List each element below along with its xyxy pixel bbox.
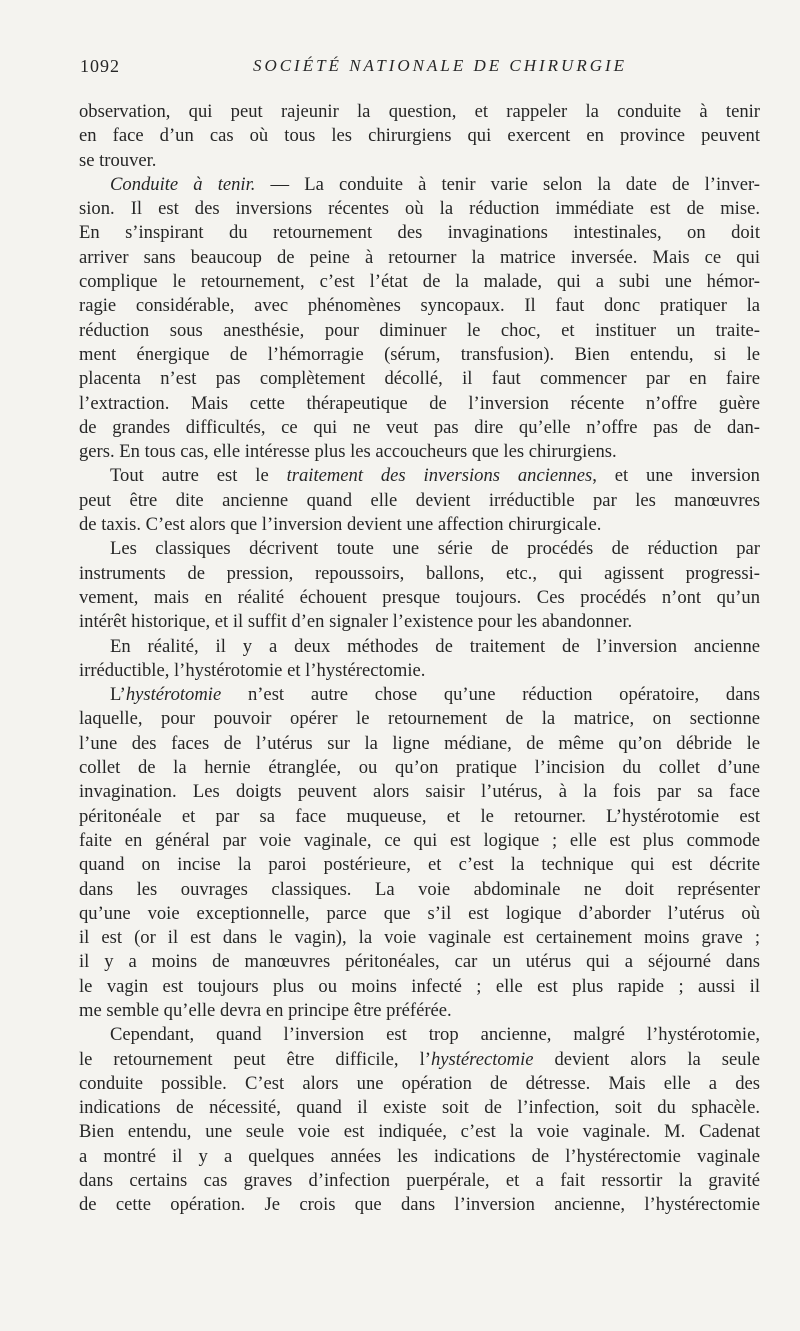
text-line: [79, 221, 760, 245]
text-segment: En réalité, il y a deux méthodes de traitement de l’inversion ancienne: [110, 635, 760, 657]
text-line: [79, 173, 760, 197]
text-line: [79, 756, 760, 780]
text-line: [79, 1120, 760, 1144]
text-line: [79, 1169, 760, 1193]
text-segment: me semble qu’elle devra en principe être préférée.: [79, 999, 452, 1021]
text-line: [79, 635, 760, 659]
text-segment: ragie considérable, avec phénomènes syncopaux. Il faut donc pratiquer la: [79, 295, 760, 317]
text-segment: il est (or il est dans le vagin), la voie vaginale est certainement moins grave ;: [79, 927, 760, 949]
text-segment: en face d’un cas où tous les chirurgiens qui exercent en province peuvent: [79, 125, 760, 147]
text-line: [79, 950, 760, 974]
text-segment: quand on incise la paroi postérieure, et c’est la technique qui est décrite: [79, 854, 760, 876]
text-segment: de taxis. C’est alors que l’inversion devient une affection chirurgicale.: [79, 514, 602, 536]
text-line: [79, 367, 760, 391]
text-segment: devient alors la seule: [533, 1048, 760, 1070]
text-line: [79, 270, 760, 294]
text-segment: invagination. Les doigts peuvent alors saisir l’utérus, à la fois par sa face: [79, 781, 760, 803]
text-segment: laquelle, pour pouvoir opérer le retournement de la matrice, on sectionne: [79, 708, 760, 730]
text-line: [79, 1096, 760, 1120]
text-line: [79, 149, 760, 173]
italic-text: traitement des inversions anciennes: [286, 465, 593, 487]
text-line: [79, 416, 760, 440]
text-line: [79, 246, 760, 270]
text-segment: Bien entendu, une seule voie est indiquée, c’est la voie vaginale. M. Cadenat: [79, 1121, 760, 1143]
text-segment: ment énergique de l’hémorragie (sérum, transfusion). Bien entendu, si le: [79, 343, 760, 365]
text-line: [79, 1072, 760, 1096]
text-segment: conduite possible. C’est alors une opération de détresse. Mais elle a des: [79, 1072, 760, 1094]
text-segment: — La conduite à tenir varie selon la date de l’inver-: [255, 173, 760, 195]
text-segment: l’une des faces de l’utérus sur la ligne médiane, de même qu’on débride le: [79, 732, 760, 754]
text-segment: instruments de pression, repoussoirs, ballons, etc., qui agissent progressi-: [79, 562, 760, 584]
text-line: [79, 853, 760, 877]
text-segment: sion. Il est des inversions récentes où la réduction immédiate est de mise.: [79, 198, 760, 220]
text-line: [79, 1023, 760, 1047]
text-line: [79, 513, 760, 537]
text-segment: l’extraction. Mais cette thérapeutique de l’inversion récente n’offre guère: [79, 392, 760, 414]
text-segment: Cependant, quand l’inversion est trop ancienne, malgré l’hystérotomie,: [110, 1024, 760, 1046]
text-line: [79, 659, 760, 683]
text-segment: intérêt historique, et il suffit d’en signaler l’existence pour les abandonner.: [79, 611, 633, 633]
text-line: [79, 902, 760, 926]
text-line: [79, 319, 760, 343]
text-line: [79, 610, 760, 634]
text-line: [79, 464, 760, 488]
italic-text: hystérectomie: [430, 1048, 534, 1070]
text-segment: arriver sans beaucoup de peine à retourner la matrice inversée. Mais ce qui: [79, 246, 760, 268]
text-segment: En s’inspirant du retournement des invaginations intestinales, on doit: [79, 222, 760, 244]
text-line: [79, 1193, 760, 1217]
text-segment: le retournement peut être difficile, l’: [79, 1048, 431, 1070]
text-line: [79, 1145, 760, 1169]
running-header: [80, 56, 760, 82]
text-segment: se trouver.: [79, 149, 157, 171]
text-segment: dans certains cas graves d’infection puerpérale, et a fait ressortir la gravité: [79, 1170, 760, 1192]
text-line: [79, 562, 760, 586]
text-segment: faite en général par voie vaginale, ce qui est logique ; elle est plus commode: [79, 829, 760, 851]
text-segment: Les classiques décrivent toute une série de procédés de réduction par: [110, 538, 760, 560]
text-segment: a montré il y a quelques années les indications de l’hystérectomie vaginale: [79, 1145, 760, 1167]
text-line: [79, 294, 760, 318]
text-segment: péritonéale et par sa face muqueuse, et le retourner. L’hystérotomie est: [79, 805, 760, 827]
text-line: [79, 537, 760, 561]
text-segment: de grandes difficultés, ce qui ne veut pas dire qu’elle n’offre pas de dan-: [79, 416, 760, 438]
text-segment: , et une inversion: [592, 465, 760, 487]
text-line: [79, 732, 760, 756]
text-segment: observation, qui peut rajeunir la question, et rappeler la conduite à tenir: [79, 101, 760, 122]
text-segment: dans les ouvrages classiques. La voie abdominale ne doit représenter: [79, 878, 760, 900]
text-line: [79, 586, 760, 610]
running-title: SOCIÉTÉ NATIONALE DE CHIRURGIE: [252, 56, 628, 75]
text-segment: réduction sous anesthésie, pour diminuer le choc, et instituer un traite-: [79, 319, 760, 341]
italic-text: Conduite à tenir.: [110, 173, 256, 195]
text-segment: Tout autre est le: [110, 465, 287, 487]
text-segment: de cette opération. Je crois que dans l’inversion ancienne, l’hystérectomie: [79, 1194, 760, 1216]
text-line: [79, 926, 760, 950]
text-line: [79, 124, 760, 148]
text-line: [79, 489, 760, 513]
text-segment: peut être dite ancienne quand elle devient irréductible par les manœuvres: [79, 489, 760, 511]
text-line: [79, 999, 760, 1023]
text-segment: qu’une voie exceptionnelle, parce que s’il est logique d’aborder l’utérus où: [79, 902, 760, 924]
italic-text: hystérotomie: [125, 684, 222, 706]
text-segment: collet de la hernie étranglée, ou qu’on pratique l’incision du collet d’une: [79, 757, 760, 779]
text-line: [79, 878, 760, 902]
text-line: [79, 707, 760, 731]
body-text: [79, 100, 760, 1218]
text-segment: gers. En tous cas, elle intéresse plus les accoucheurs que les chirurgiens.: [79, 441, 617, 463]
text-segment: vement, mais en réalité échouent presque toujours. Ces procédés n’ont qu’un: [79, 586, 760, 608]
text-line: [79, 100, 760, 124]
text-segment: irréductible, l’hystérotomie et l’hystérectomie.: [79, 659, 426, 681]
text-line: [79, 975, 760, 999]
text-line: [79, 440, 760, 464]
text-line: [79, 197, 760, 221]
text-segment: indications de nécessité, quand il existe soit de l’infection, soit du sphacèle.: [79, 1097, 760, 1119]
text-line: [79, 780, 760, 804]
text-segment: le vagin est toujours plus ou moins infecté ; elle est plus rapide ; aussi il: [79, 975, 760, 997]
text-segment: il y a moins de manœuvres péritonéales, car un utérus qui a séjourné dans: [79, 951, 760, 973]
text-line: [79, 343, 760, 367]
text-line: [79, 805, 760, 829]
text-segment: placenta n’est pas complètement décollé, il faut commencer par en faire: [79, 368, 760, 390]
text-line: [79, 683, 760, 707]
text-segment: complique le retournement, c’est l’état de la malade, qui a subi une hémor-: [79, 271, 760, 293]
text-segment: n’est autre chose qu’une réduction opératoire, dans: [221, 684, 760, 706]
text-line: [79, 392, 760, 416]
text-line: [79, 1048, 760, 1072]
text-segment: L’: [110, 684, 126, 706]
page-number: 1092: [80, 56, 120, 76]
text-line: [79, 829, 760, 853]
